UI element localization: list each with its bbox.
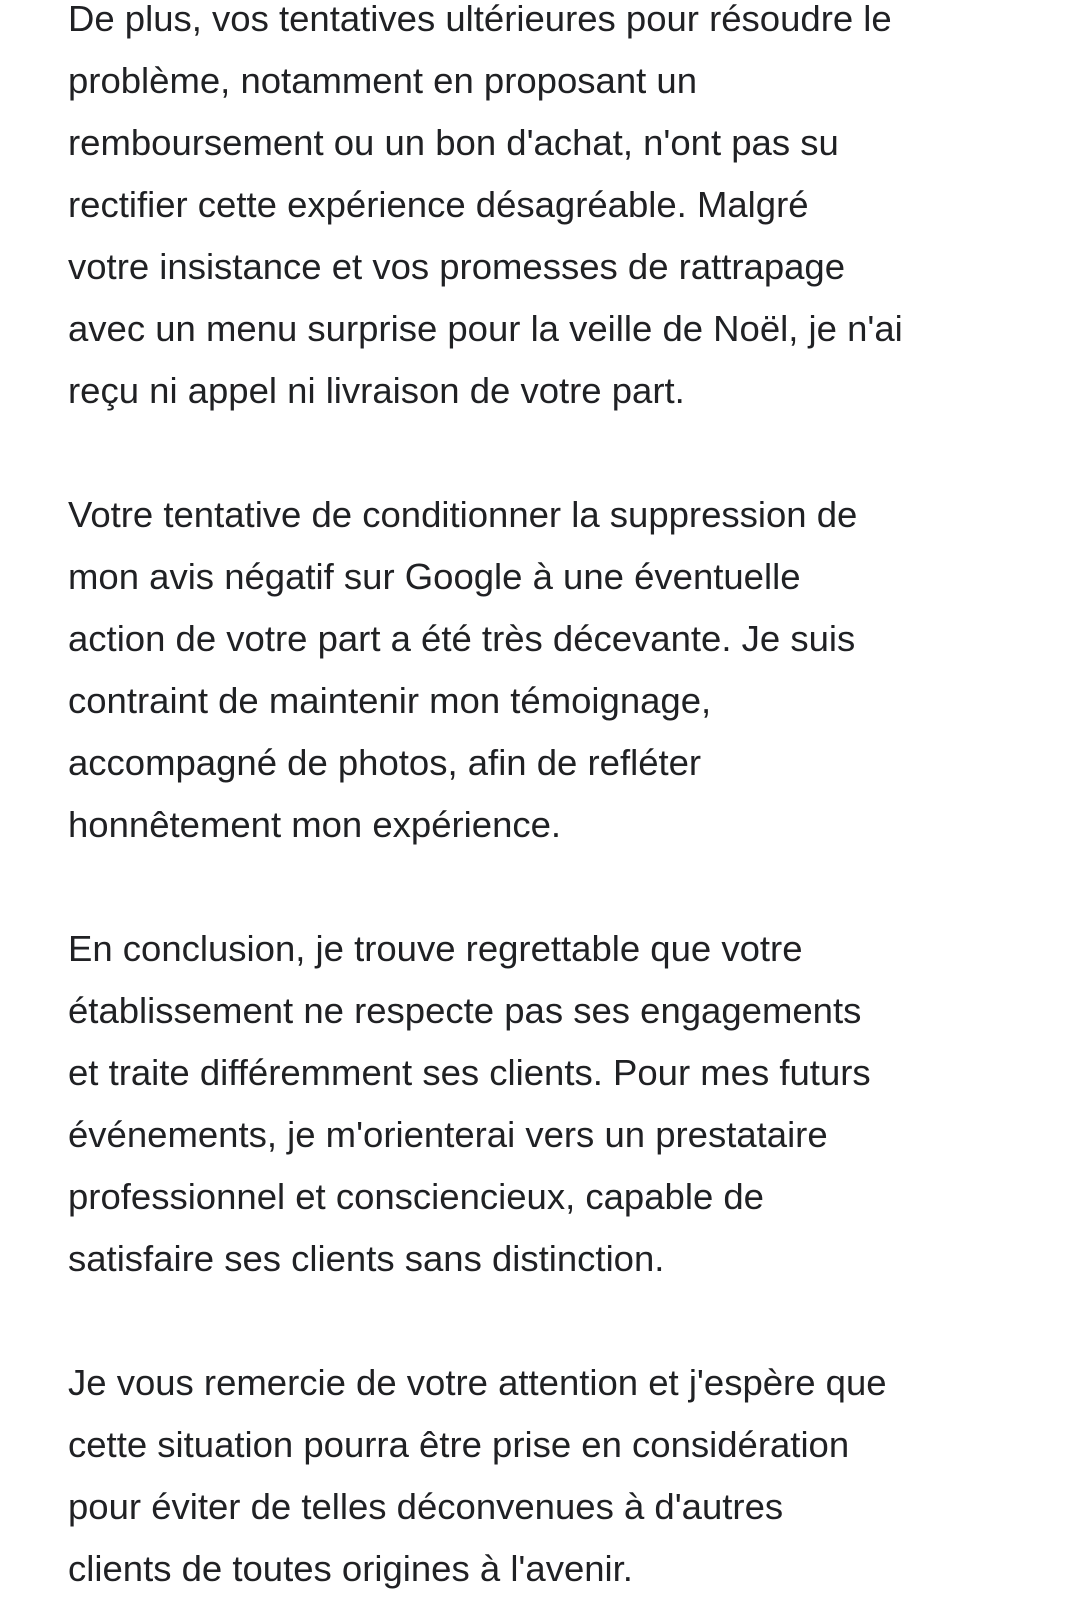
- message-paragraph: De plus, vos tentatives ultérieures pour résoudre le problème, notamment en proposant un remboursement ou un bon d'achat, n'ont pas su rectifier cette expérience désagréable. Malgré votre insistance et vos promesses de rattrapage avec un menu surprise pour la veille de Noël, je n'ai reçu ni appel ni livraison de votre part.: [68, 0, 903, 411]
- message-paragraph: Je vous remercie de votre attention et j'espère que cette situation pourra être prise en considération pour éviter de telles déconvenues à d'autres clients de toutes origines à l'avenir.: [68, 1362, 887, 1589]
- message-paragraph: En conclusion, je trouve regrettable que votre établissement ne respecte pas ses engagements et traite différemment ses clients. Pour mes futurs événements, je m'orienterai vers un prestataire professionnel et consciencieux, capable de satisfaire ses clients sans distinction.: [68, 928, 871, 1279]
- message-paragraph: Votre tentative de conditionner la suppression de mon avis négatif sur Google à une éventuelle action de votre part a été très décevante. Je suis contraint de maintenir mon témoignage, accompagné de photos, afin de refléter honnêtement mon expérience.: [68, 494, 858, 845]
- email-message-body: [68, 0, 1058, 1600]
